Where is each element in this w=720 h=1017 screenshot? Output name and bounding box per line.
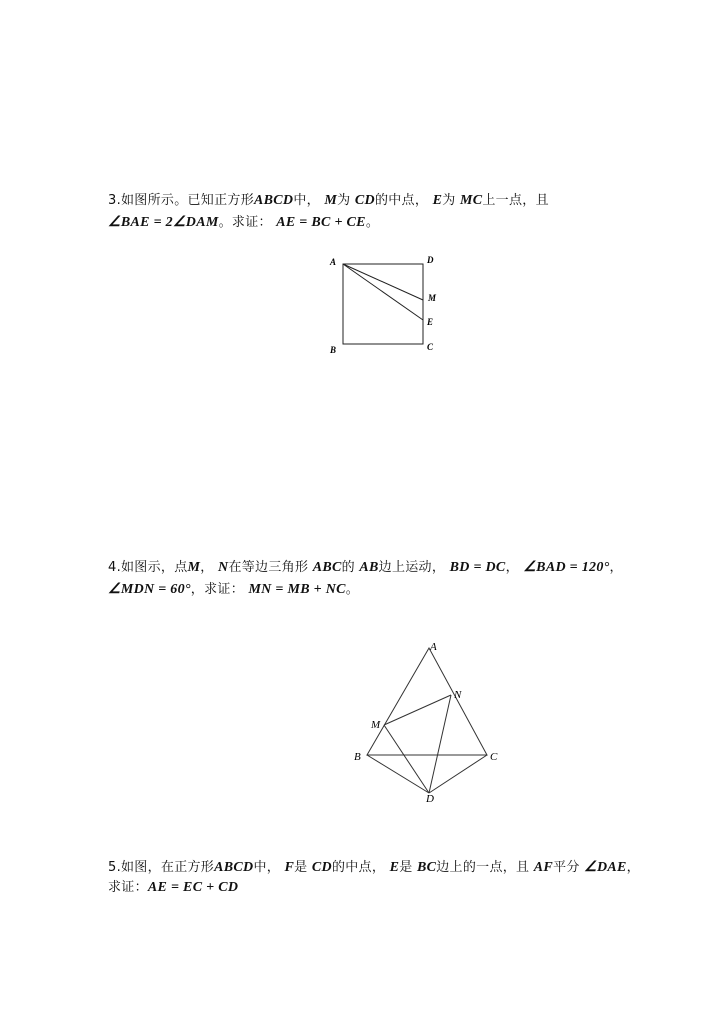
problem-4-statement-line2: ∠MDN = 60°，求证： MN = MB + NC。	[108, 582, 360, 597]
label-a: A	[330, 257, 337, 267]
label-a: A	[430, 641, 437, 653]
label-c: C	[490, 751, 498, 763]
triangle-abc	[367, 648, 487, 755]
label-m: M	[428, 293, 437, 303]
label-m: M	[371, 719, 381, 731]
problem-4-statement-line1: 4.如图示，点M， N在等边三角形 ABC的 AB边上运动， BD = DC， ∠BAD = 120°，	[108, 560, 623, 575]
segment-ae	[343, 264, 423, 320]
problem-5-statement-line1: 5.如图，在正方形ABCD中， F是 CD的中点， E是 BC边上的一点，且 AF平分 ∠DAE，	[108, 860, 640, 875]
problem-3-statement-line1: 3.如图所示。已知正方形ABCD中， M为 CD的中点， E为 MC上一点，且	[108, 193, 549, 208]
problem-3-statement-line2: ∠BAE = 2∠DAM。求证： AE = BC + CE。	[108, 215, 380, 230]
segment-am	[343, 264, 423, 300]
problem-4-figure	[350, 638, 510, 808]
label-n: N	[454, 689, 462, 701]
segment-mn	[384, 695, 451, 725]
segment-bd	[367, 755, 429, 793]
segment-md	[384, 725, 429, 793]
segment-nd	[429, 695, 451, 793]
label-b: B	[330, 345, 337, 355]
square-abcd	[343, 264, 423, 344]
label-d: D	[427, 255, 434, 265]
problem-3-figure	[320, 250, 450, 360]
label-c: C	[427, 342, 434, 352]
label-e: E	[427, 317, 434, 327]
label-d: D	[426, 793, 434, 805]
segment-cd	[429, 755, 487, 793]
problem-5-statement-line2: 求证：AE = EC + CD	[108, 880, 239, 895]
label-b: B	[354, 751, 361, 763]
